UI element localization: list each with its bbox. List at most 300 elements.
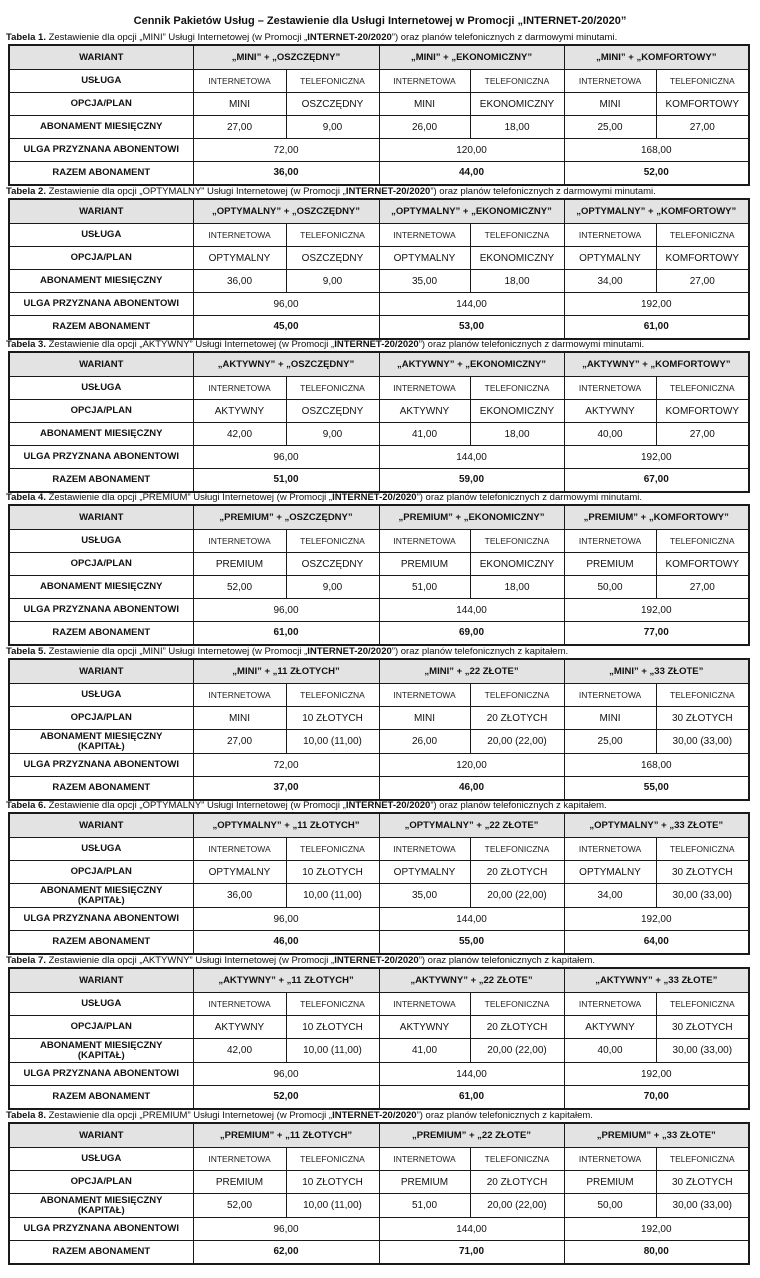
row-label-opcja: OPCJA/PLAN bbox=[9, 93, 193, 116]
row-label-wariant: WARIANT bbox=[9, 813, 193, 838]
fee-internet: 27,00 bbox=[193, 116, 286, 139]
option-internet: OPTYMALNY bbox=[564, 247, 656, 270]
option-telefon: EKONOMICZNY bbox=[470, 553, 564, 576]
option-telefon: 30 ZŁOTYCH bbox=[656, 1171, 749, 1194]
option-telefon: 20 ZŁOTYCH bbox=[470, 707, 564, 730]
variant-name: „OPTYMALNY” + „OSZCZĘDNY” bbox=[193, 199, 379, 224]
row-label-ulga: ULGA PRZYZNANA ABONENTOWI bbox=[9, 754, 193, 777]
option-telefon: KOMFORTOWY bbox=[656, 400, 749, 423]
fee-internet: 40,00 bbox=[564, 423, 656, 446]
table-row-razem bbox=[9, 622, 749, 645]
service-telefon: TELEFONICZNA bbox=[470, 838, 564, 861]
option-telefon: EKONOMICZNY bbox=[470, 247, 564, 270]
caption-number: Tabela 4. bbox=[6, 492, 46, 503]
row-label-opcja: OPCJA/PLAN bbox=[9, 1171, 193, 1194]
pricing-table bbox=[8, 812, 750, 955]
service-internet: INTERNETOWA bbox=[564, 377, 656, 400]
total-value: 69,00 bbox=[379, 622, 564, 645]
variant-name: „OPTYMALNY” + „EKONOMICZNY” bbox=[379, 199, 564, 224]
fee-internet: 35,00 bbox=[379, 270, 470, 293]
service-internet: INTERNETOWA bbox=[564, 838, 656, 861]
service-telefon: TELEFONICZNA bbox=[656, 530, 749, 553]
option-telefon: 10 ZŁOTYCH bbox=[286, 861, 379, 884]
option-telefon: 20 ZŁOTYCH bbox=[470, 1171, 564, 1194]
pricing-table bbox=[8, 967, 750, 1110]
variant-name: „MINI” + „33 ZŁOTE” bbox=[564, 659, 749, 684]
row-label-wariant: WARIANT bbox=[9, 45, 193, 70]
total-value: 45,00 bbox=[193, 316, 379, 339]
table-row-usluga bbox=[9, 224, 749, 247]
table-caption bbox=[6, 955, 595, 967]
service-internet: INTERNETOWA bbox=[379, 684, 470, 707]
option-internet: MINI bbox=[193, 707, 286, 730]
caption-text: Zestawienie dla opcji „OPTYMALNY” Usługi Internetowej (w Promocji „ bbox=[45, 186, 346, 197]
total-value: 70,00 bbox=[564, 1086, 749, 1109]
option-telefon: OSZCZĘDNY bbox=[286, 553, 379, 576]
row-label-opcja: OPCJA/PLAN bbox=[9, 861, 193, 884]
total-value: 61,00 bbox=[564, 316, 749, 339]
fee-internet: 25,00 bbox=[564, 730, 656, 754]
service-internet: INTERNETOWA bbox=[193, 530, 286, 553]
table-row-opcja bbox=[9, 247, 749, 270]
fee-telefon: 10,00 (11,00) bbox=[286, 884, 379, 908]
fee-internet: 34,00 bbox=[564, 270, 656, 293]
row-label-usluga: USŁUGA bbox=[9, 224, 193, 247]
service-internet: INTERNETOWA bbox=[379, 993, 470, 1016]
total-value: 55,00 bbox=[564, 777, 749, 800]
caption-number: Tabela 7. bbox=[6, 955, 46, 966]
fee-telefon: 20,00 (22,00) bbox=[470, 1039, 564, 1063]
caption-promo: INTERNET-20/2020 bbox=[307, 32, 392, 43]
caption-promo: INTERNET-20/2020 bbox=[307, 646, 392, 657]
fee-internet: 40,00 bbox=[564, 1039, 656, 1063]
fee-internet: 51,00 bbox=[379, 1194, 470, 1218]
caption-promo: INTERNET-20/2020 bbox=[332, 1110, 417, 1121]
table-row-opcja bbox=[9, 553, 749, 576]
table-row-ulga bbox=[9, 908, 749, 931]
service-internet: INTERNETOWA bbox=[379, 838, 470, 861]
total-value: 80,00 bbox=[564, 1241, 749, 1264]
variant-name: „PREMIUM” + „11 ZŁOTYCH” bbox=[193, 1123, 379, 1148]
row-label-line: (KAPITAŁ) bbox=[77, 1204, 125, 1216]
pricing-table bbox=[8, 44, 750, 186]
table-header-row bbox=[9, 1123, 749, 1148]
row-label-wariant: WARIANT bbox=[9, 352, 193, 377]
service-internet: INTERNETOWA bbox=[564, 993, 656, 1016]
fee-telefon: 20,00 (22,00) bbox=[470, 1194, 564, 1218]
option-internet: PREMIUM bbox=[564, 553, 656, 576]
row-label-wariant: WARIANT bbox=[9, 968, 193, 993]
table-row-ulga bbox=[9, 599, 749, 622]
fee-telefon: 27,00 bbox=[656, 116, 749, 139]
fee-telefon: 18,00 bbox=[470, 576, 564, 599]
option-internet: AKTYWNY bbox=[193, 400, 286, 423]
table-row-usluga bbox=[9, 70, 749, 93]
table-row-ulga bbox=[9, 1063, 749, 1086]
fee-internet: 50,00 bbox=[564, 1194, 656, 1218]
service-internet: INTERNETOWA bbox=[379, 1148, 470, 1171]
caption-promo: INTERNET-20/2020 bbox=[334, 955, 419, 966]
row-label-ulga: ULGA PRZYZNANA ABONENTOWI bbox=[9, 599, 193, 622]
document-title: Cennik Pakietów Usług – Zestawienie dla Usługi Internetowej w Promocji „INTERNET-20/2020” bbox=[133, 15, 627, 27]
row-label-wariant: WARIANT bbox=[9, 199, 193, 224]
option-telefon: 30 ZŁOTYCH bbox=[656, 1016, 749, 1039]
table-header-row bbox=[9, 659, 749, 684]
variant-name: „PREMIUM” + „22 ZŁOTE” bbox=[379, 1123, 564, 1148]
pricing-table bbox=[8, 198, 750, 340]
row-label-opcja: OPCJA/PLAN bbox=[9, 553, 193, 576]
discount-value: 144,00 bbox=[379, 293, 564, 316]
variant-name: „MINI” + „22 ZŁOTE” bbox=[379, 659, 564, 684]
table-row-abonament bbox=[9, 116, 749, 139]
fee-telefon: 27,00 bbox=[656, 576, 749, 599]
table-header-row bbox=[9, 45, 749, 70]
discount-value: 168,00 bbox=[564, 139, 749, 162]
fee-telefon: 27,00 bbox=[656, 270, 749, 293]
variant-name: „PREMIUM” + „33 ZŁOTE” bbox=[564, 1123, 749, 1148]
variant-name: „OPTYMALNY” + „KOMFORTOWY” bbox=[564, 199, 749, 224]
option-internet: PREMIUM bbox=[193, 1171, 286, 1194]
discount-value: 96,00 bbox=[193, 908, 379, 931]
service-telefon: TELEFONICZNA bbox=[286, 224, 379, 247]
option-telefon: 10 ZŁOTYCH bbox=[286, 1171, 379, 1194]
row-label-opcja: OPCJA/PLAN bbox=[9, 1016, 193, 1039]
table-row-usluga bbox=[9, 684, 749, 707]
service-telefon: TELEFONICZNA bbox=[656, 1148, 749, 1171]
table-caption bbox=[6, 32, 617, 44]
variant-name: „PREMIUM” + „EKONOMICZNY” bbox=[379, 505, 564, 530]
table-row-abonament bbox=[9, 730, 749, 754]
row-label-abonament: ABONAMENT MIESIĘCZNY bbox=[9, 576, 193, 599]
discount-value: 144,00 bbox=[379, 908, 564, 931]
row-label-razem: RAZEM ABONAMENT bbox=[9, 162, 193, 185]
fee-telefon: 18,00 bbox=[470, 270, 564, 293]
option-internet: MINI bbox=[564, 93, 656, 116]
caption-text: Zestawienie dla opcji „OPTYMALNY” Usługi Internetowej (w Promocji „ bbox=[45, 800, 346, 811]
discount-value: 96,00 bbox=[193, 599, 379, 622]
option-telefon: KOMFORTOWY bbox=[656, 247, 749, 270]
total-value: 36,00 bbox=[193, 162, 379, 185]
service-internet: INTERNETOWA bbox=[564, 224, 656, 247]
table-caption bbox=[6, 646, 568, 658]
option-internet: OPTYMALNY bbox=[193, 861, 286, 884]
row-label-usluga: USŁUGA bbox=[9, 530, 193, 553]
total-value: 52,00 bbox=[564, 162, 749, 185]
table-row-razem bbox=[9, 469, 749, 492]
service-telefon: TELEFONICZNA bbox=[656, 684, 749, 707]
option-telefon: KOMFORTOWY bbox=[656, 553, 749, 576]
pricing-table bbox=[8, 351, 750, 493]
option-internet: AKTYWNY bbox=[564, 1016, 656, 1039]
service-internet: INTERNETOWA bbox=[564, 70, 656, 93]
row-label-ulga: ULGA PRZYZNANA ABONENTOWI bbox=[9, 139, 193, 162]
service-telefon: TELEFONICZNA bbox=[470, 530, 564, 553]
variant-name: „MINI” + „EKONOMICZNY” bbox=[379, 45, 564, 70]
table-row-usluga bbox=[9, 530, 749, 553]
caption-text-end: ”) oraz planów telefonicznych z kapitałem. bbox=[418, 955, 596, 966]
table-row-ulga bbox=[9, 139, 749, 162]
fee-internet: 34,00 bbox=[564, 884, 656, 908]
option-internet: PREMIUM bbox=[564, 1171, 656, 1194]
fee-internet: 50,00 bbox=[564, 576, 656, 599]
table-row-ulga bbox=[9, 293, 749, 316]
caption-promo: INTERNET-20/2020 bbox=[345, 186, 431, 197]
fee-internet: 27,00 bbox=[193, 730, 286, 754]
discount-value: 144,00 bbox=[379, 1063, 564, 1086]
table-row-razem bbox=[9, 777, 749, 800]
discount-value: 144,00 bbox=[379, 599, 564, 622]
table-header-row bbox=[9, 352, 749, 377]
service-internet: INTERNETOWA bbox=[193, 1148, 286, 1171]
service-telefon: TELEFONICZNA bbox=[470, 1148, 564, 1171]
row-label-abonament-kapital bbox=[9, 884, 193, 908]
option-internet: MINI bbox=[379, 707, 470, 730]
discount-value: 96,00 bbox=[193, 293, 379, 316]
option-internet: OPTYMALNY bbox=[379, 247, 470, 270]
table-row-usluga bbox=[9, 993, 749, 1016]
table-row-razem bbox=[9, 316, 749, 339]
option-internet: MINI bbox=[564, 707, 656, 730]
total-value: 61,00 bbox=[379, 1086, 564, 1109]
total-value: 67,00 bbox=[564, 469, 749, 492]
variant-name: „OPTYMALNY” + „33 ZŁOTE” bbox=[564, 813, 749, 838]
table-row-abonament bbox=[9, 1039, 749, 1063]
variant-name: „PREMIUM” + „KOMFORTOWY” bbox=[564, 505, 749, 530]
caption-promo: INTERNET-20/2020 bbox=[345, 800, 431, 811]
fee-telefon: 9,00 bbox=[286, 116, 379, 139]
pricing-table bbox=[8, 1122, 750, 1265]
service-internet: INTERNETOWA bbox=[564, 684, 656, 707]
fee-internet: 26,00 bbox=[379, 730, 470, 754]
fee-internet: 42,00 bbox=[193, 1039, 286, 1063]
option-telefon: 10 ZŁOTYCH bbox=[286, 707, 379, 730]
service-internet: INTERNETOWA bbox=[379, 530, 470, 553]
service-telefon: TELEFONICZNA bbox=[656, 70, 749, 93]
discount-value: 192,00 bbox=[564, 599, 749, 622]
option-internet: PREMIUM bbox=[379, 553, 470, 576]
table-row-abonament bbox=[9, 884, 749, 908]
fee-internet: 36,00 bbox=[193, 270, 286, 293]
total-value: 71,00 bbox=[379, 1241, 564, 1264]
table-row-opcja bbox=[9, 1016, 749, 1039]
service-internet: INTERNETOWA bbox=[193, 993, 286, 1016]
row-label-abonament: ABONAMENT MIESIĘCZNY bbox=[9, 116, 193, 139]
caption-promo: INTERNET-20/2020 bbox=[334, 339, 419, 350]
row-label-ulga: ULGA PRZYZNANA ABONENTOWI bbox=[9, 446, 193, 469]
discount-value: 96,00 bbox=[193, 1218, 379, 1241]
fee-telefon: 30,00 (33,00) bbox=[656, 1039, 749, 1063]
row-label-usluga: USŁUGA bbox=[9, 70, 193, 93]
service-internet: INTERNETOWA bbox=[379, 377, 470, 400]
row-label-usluga: USŁUGA bbox=[9, 1148, 193, 1171]
caption-text: Zestawienie dla opcji „MINI” Usługi Internetowej (w Promocji „ bbox=[45, 646, 308, 657]
service-internet: INTERNETOWA bbox=[193, 224, 286, 247]
table-row-opcja bbox=[9, 400, 749, 423]
fee-telefon: 20,00 (22,00) bbox=[470, 884, 564, 908]
fee-telefon: 30,00 (33,00) bbox=[656, 884, 749, 908]
service-telefon: TELEFONICZNA bbox=[286, 377, 379, 400]
service-telefon: TELEFONICZNA bbox=[470, 70, 564, 93]
row-label-ulga: ULGA PRZYZNANA ABONENTOWI bbox=[9, 1218, 193, 1241]
service-telefon: TELEFONICZNA bbox=[286, 684, 379, 707]
fee-internet: 52,00 bbox=[193, 1194, 286, 1218]
row-label-wariant: WARIANT bbox=[9, 505, 193, 530]
table-header-row bbox=[9, 968, 749, 993]
fee-internet: 52,00 bbox=[193, 576, 286, 599]
discount-value: 192,00 bbox=[564, 1218, 749, 1241]
service-internet: INTERNETOWA bbox=[379, 224, 470, 247]
fee-internet: 36,00 bbox=[193, 884, 286, 908]
option-telefon: OSZCZĘDNY bbox=[286, 400, 379, 423]
row-label-abonament-kapital bbox=[9, 1039, 193, 1063]
row-label-line: (KAPITAŁ) bbox=[77, 894, 125, 906]
table-caption bbox=[6, 492, 642, 504]
fee-internet: 26,00 bbox=[379, 116, 470, 139]
option-internet: AKTYWNY bbox=[564, 400, 656, 423]
table-header-row bbox=[9, 813, 749, 838]
option-telefon: OSZCZĘDNY bbox=[286, 247, 379, 270]
caption-text-end: ”) oraz planów telefonicznych z kapitałem. bbox=[430, 800, 607, 811]
table-row-abonament bbox=[9, 1194, 749, 1218]
table-row-abonament bbox=[9, 270, 749, 293]
table-caption bbox=[6, 339, 644, 351]
fee-telefon: 10,00 (11,00) bbox=[286, 1039, 379, 1063]
service-telefon: TELEFONICZNA bbox=[470, 993, 564, 1016]
row-label-razem: RAZEM ABONAMENT bbox=[9, 777, 193, 800]
variant-name: „MINI” + „11 ZŁOTYCH” bbox=[193, 659, 379, 684]
row-label-razem: RAZEM ABONAMENT bbox=[9, 316, 193, 339]
table-row-razem bbox=[9, 1086, 749, 1109]
discount-value: 168,00 bbox=[564, 754, 749, 777]
row-label-razem: RAZEM ABONAMENT bbox=[9, 622, 193, 645]
option-telefon: 20 ZŁOTYCH bbox=[470, 861, 564, 884]
variant-name: „MINI” + „KOMFORTOWY” bbox=[564, 45, 749, 70]
discount-value: 72,00 bbox=[193, 754, 379, 777]
option-telefon: OSZCZĘDNY bbox=[286, 93, 379, 116]
table-caption bbox=[6, 800, 607, 812]
service-telefon: TELEFONICZNA bbox=[286, 838, 379, 861]
table-row-opcja bbox=[9, 861, 749, 884]
total-value: 53,00 bbox=[379, 316, 564, 339]
table-row-opcja bbox=[9, 707, 749, 730]
row-label-ulga: ULGA PRZYZNANA ABONENTOWI bbox=[9, 1063, 193, 1086]
service-internet: INTERNETOWA bbox=[193, 684, 286, 707]
row-label-razem: RAZEM ABONAMENT bbox=[9, 931, 193, 954]
caption-text: Zestawienie dla opcji „MINI” Usługi Internetowej (w Promocji „ bbox=[45, 32, 308, 43]
row-label-wariant: WARIANT bbox=[9, 659, 193, 684]
option-internet: MINI bbox=[193, 93, 286, 116]
table-caption bbox=[6, 1110, 593, 1122]
total-value: 44,00 bbox=[379, 162, 564, 185]
fee-telefon: 10,00 (11,00) bbox=[286, 1194, 379, 1218]
caption-text-end: ”) oraz planów telefonicznych z darmowymi minutami. bbox=[416, 492, 643, 503]
row-label-abonament: ABONAMENT MIESIĘCZNY bbox=[9, 270, 193, 293]
table-row-ulga bbox=[9, 754, 749, 777]
row-label-ulga: ULGA PRZYZNANA ABONENTOWI bbox=[9, 908, 193, 931]
fee-internet: 41,00 bbox=[379, 423, 470, 446]
service-telefon: TELEFONICZNA bbox=[656, 224, 749, 247]
discount-value: 192,00 bbox=[564, 908, 749, 931]
discount-value: 144,00 bbox=[379, 1218, 564, 1241]
service-internet: INTERNETOWA bbox=[193, 377, 286, 400]
total-value: 51,00 bbox=[193, 469, 379, 492]
caption-text-end: ”) oraz planów telefonicznych z kapitałem. bbox=[416, 1110, 593, 1121]
row-label-abonament-kapital bbox=[9, 1194, 193, 1218]
service-telefon: TELEFONICZNA bbox=[470, 224, 564, 247]
row-label-opcja: OPCJA/PLAN bbox=[9, 400, 193, 423]
total-value: 55,00 bbox=[379, 931, 564, 954]
table-row-abonament bbox=[9, 423, 749, 446]
row-label-abonament-kapital bbox=[9, 730, 193, 754]
variant-name: „AKTYWNY” + „11 ZŁOTYCH” bbox=[193, 968, 379, 993]
fee-internet: 25,00 bbox=[564, 116, 656, 139]
table-row-usluga bbox=[9, 1148, 749, 1171]
variant-name: „PREMIUM” + „OSZCZĘDNY” bbox=[193, 505, 379, 530]
fee-telefon: 20,00 (22,00) bbox=[470, 730, 564, 754]
fee-telefon: 10,00 (11,00) bbox=[286, 730, 379, 754]
variant-name: „OPTYMALNY” + „11 ZŁOTYCH” bbox=[193, 813, 379, 838]
service-internet: INTERNETOWA bbox=[193, 70, 286, 93]
service-telefon: TELEFONICZNA bbox=[286, 70, 379, 93]
row-label-usluga: USŁUGA bbox=[9, 838, 193, 861]
row-label-ulga: ULGA PRZYZNANA ABONENTOWI bbox=[9, 293, 193, 316]
option-telefon: 10 ZŁOTYCH bbox=[286, 1016, 379, 1039]
discount-value: 120,00 bbox=[379, 754, 564, 777]
table-row-usluga bbox=[9, 377, 749, 400]
table-row-opcja bbox=[9, 1171, 749, 1194]
fee-telefon: 30,00 (33,00) bbox=[656, 730, 749, 754]
total-value: 77,00 bbox=[564, 622, 749, 645]
option-internet: OPTYMALNY bbox=[379, 861, 470, 884]
total-value: 46,00 bbox=[379, 777, 564, 800]
total-value: 64,00 bbox=[564, 931, 749, 954]
row-label-line: (KAPITAŁ) bbox=[77, 740, 125, 752]
caption-number: Tabela 1. bbox=[6, 32, 46, 43]
caption-text: Zestawienie dla opcji „PREMIUM” Usługi Internetowej (w Promocji „ bbox=[45, 1110, 333, 1121]
caption-text-end: ”) oraz planów telefonicznych z darmowymi minutami. bbox=[391, 32, 618, 43]
option-internet: OPTYMALNY bbox=[193, 247, 286, 270]
row-label-line: (KAPITAŁ) bbox=[77, 1049, 125, 1061]
table-row-razem bbox=[9, 162, 749, 185]
fee-internet: 42,00 bbox=[193, 423, 286, 446]
service-internet: INTERNETOWA bbox=[564, 1148, 656, 1171]
option-telefon: 20 ZŁOTYCH bbox=[470, 1016, 564, 1039]
caption-number: Tabela 3. bbox=[6, 339, 46, 350]
row-label-line: ABONAMENT MIESIĘCZNY bbox=[40, 730, 163, 742]
discount-value: 72,00 bbox=[193, 139, 379, 162]
discount-value: 120,00 bbox=[379, 139, 564, 162]
table-row-abonament bbox=[9, 576, 749, 599]
caption-text-end: ”) oraz planów telefonicznych z darmowymi minutami. bbox=[430, 186, 656, 197]
caption-number: Tabela 2. bbox=[6, 186, 46, 197]
service-telefon: TELEFONICZNA bbox=[656, 377, 749, 400]
table-header-row bbox=[9, 199, 749, 224]
total-value: 61,00 bbox=[193, 622, 379, 645]
option-telefon: 30 ZŁOTYCH bbox=[656, 707, 749, 730]
row-label-line: ABONAMENT MIESIĘCZNY bbox=[40, 1194, 163, 1206]
option-internet: AKTYWNY bbox=[379, 1016, 470, 1039]
pricing-table bbox=[8, 504, 750, 646]
fee-telefon: 18,00 bbox=[470, 423, 564, 446]
row-label-opcja: OPCJA/PLAN bbox=[9, 247, 193, 270]
total-value: 46,00 bbox=[193, 931, 379, 954]
table-row-usluga bbox=[9, 838, 749, 861]
service-telefon: TELEFONICZNA bbox=[286, 530, 379, 553]
total-value: 52,00 bbox=[193, 1086, 379, 1109]
option-telefon: KOMFORTOWY bbox=[656, 93, 749, 116]
service-telefon: TELEFONICZNA bbox=[656, 993, 749, 1016]
row-label-razem: RAZEM ABONAMENT bbox=[9, 469, 193, 492]
